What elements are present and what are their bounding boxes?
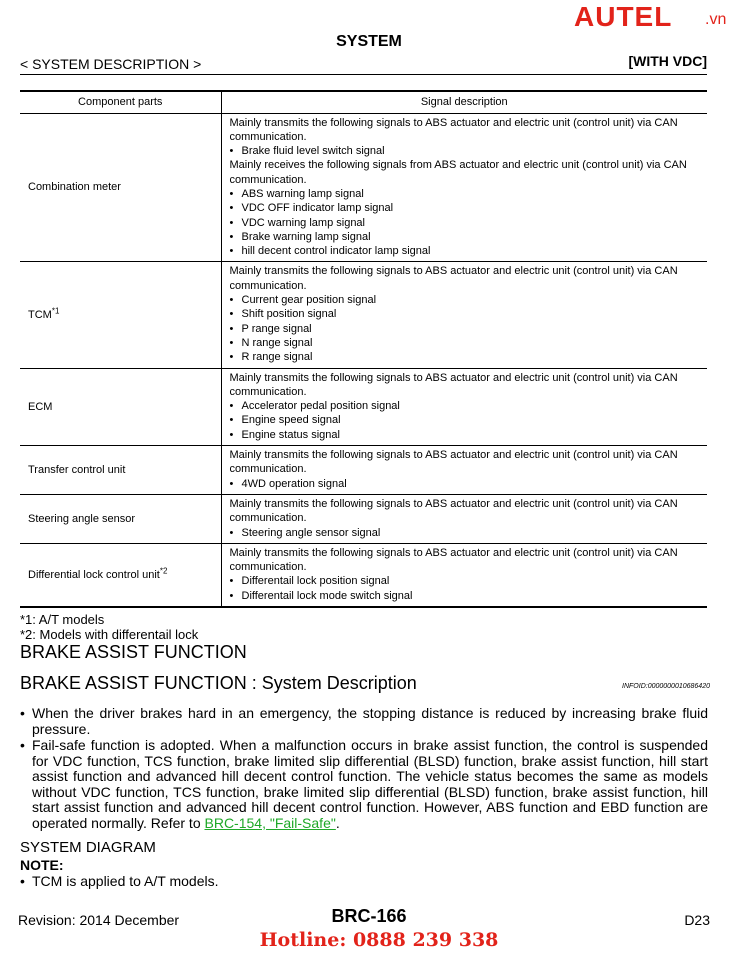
- signal-item: • Current gear position signal: [230, 293, 704, 307]
- signal-item: • Engine speed signal: [230, 413, 704, 427]
- note-item: • TCM is applied to A/T models.: [20, 873, 218, 889]
- table-row: [20, 262, 707, 368]
- component-name: TCM: [28, 308, 52, 321]
- signal-item: • Engine status signal: [230, 428, 704, 442]
- signal-description-cell: [221, 543, 707, 607]
- footnote-1: *1: A/T models: [20, 612, 105, 627]
- table-row: [20, 543, 707, 607]
- subsection-heading: BRAKE ASSIST FUNCTION : System Description: [20, 673, 417, 693]
- footnote-2: *2: Models with differentail lock: [20, 627, 199, 642]
- signal-item: • Brake fluid level switch signal: [230, 144, 704, 158]
- paragraph-fail-safe: [20, 738, 708, 832]
- component-cell: [20, 543, 221, 607]
- fail-safe-text: Fail-safe function is adopted. When a malfunction occurs in brake assist function, the control is suspended for VDC function, TCS function, brake limited slip differential (BLSD) function, brake assist function, hill start assist function and advanced hill decent control function. The vehicle status becomes the same as models without VDC function, TCS function, brake limited slip differential (BLSD) function, brake assist function, hill start assist function and advanced hill decent control function. However, ABS function and EBD function are operated normally. Refer to: [32, 737, 708, 831]
- signal-item: • 4WD operation signal: [230, 477, 704, 491]
- column-header-component: Component parts: [20, 91, 221, 113]
- signal-description-text: Mainly transmits the following signals to ABS actuator and electric unit (control unit) via CAN: [229, 449, 678, 462]
- signal-description-text: communication.: [229, 463, 307, 476]
- section-label: < SYSTEM DESCRIPTION >: [20, 56, 202, 72]
- column-header-signal: Signal description: [221, 91, 707, 113]
- signal-item: • VDC warning lamp signal: [230, 216, 704, 230]
- bullet-fail-safe: [20, 738, 708, 832]
- table-row: [20, 368, 707, 445]
- signal-description-text: Mainly transmits the following signals to ABS actuator and electric unit (control unit) via CAN: [229, 265, 678, 278]
- model-code: D23: [684, 912, 710, 928]
- logo-wordmark: AUTEL: [574, 1, 673, 32]
- signal-table: [20, 90, 707, 608]
- table-body: [20, 113, 707, 607]
- info-id: INFOID:0000000010686420: [622, 683, 710, 690]
- page-number: BRC-166: [331, 906, 407, 926]
- logo-domain-suffix: .vn: [705, 11, 727, 28]
- signal-description-cell: [221, 262, 707, 368]
- signal-description-text: communication.: [229, 561, 307, 574]
- component-name: Combination meter: [28, 181, 121, 194]
- paragraph-emergency-braking: [20, 706, 708, 737]
- signal-item: • hill decent control indicator lamp signal: [230, 244, 704, 258]
- signal-description-text: Mainly receives the following signals from ABS actuator and electric unit (control unit) via CAN: [229, 159, 687, 172]
- component-name: ECM: [28, 400, 53, 413]
- signal-item: • R range signal: [230, 350, 704, 364]
- component-cell: [20, 494, 221, 543]
- fail-safe-reference-link[interactable]: BRC-154, "Fail-Safe": [204, 814, 336, 831]
- revision-date: Revision: 2014 December: [18, 912, 180, 928]
- signal-description-text: Mainly transmits the following signals to ABS actuator and electric unit (control unit) via CAN: [229, 371, 678, 384]
- signal-description-text: communication.: [229, 385, 307, 398]
- signal-description-cell: [221, 368, 707, 445]
- signal-item: • VDC OFF indicator lamp signal: [230, 201, 704, 215]
- bullet-emergency-braking: • When the driver brakes hard in an emergency, the stopping distance is reduced by increasing brake fluid pressure.: [20, 706, 708, 737]
- component-cell: [20, 446, 221, 495]
- signal-item: • Differentail lock mode switch signal: [230, 589, 704, 603]
- system-diagram-heading: SYSTEM DIAGRAM: [20, 839, 156, 856]
- signal-description-text: communication.: [229, 512, 307, 525]
- variant-label: [WITH VDC]: [628, 53, 707, 69]
- footnote-marker: *1: [51, 306, 60, 316]
- signal-item: • Steering angle sensor signal: [230, 526, 704, 540]
- table-row: [20, 446, 707, 495]
- component-cell: [20, 113, 221, 262]
- component-name: Differential lock control unit: [28, 568, 160, 581]
- note-label: NOTE:: [20, 857, 64, 873]
- signal-item: • Differentail lock position signal: [230, 574, 704, 588]
- signal-item: • N range signal: [230, 336, 704, 350]
- component-name: Transfer control unit: [28, 463, 126, 476]
- table-row: [20, 113, 707, 262]
- signal-description-text: Mainly transmits the following signals to ABS actuator and electric unit (control unit) via CAN: [229, 497, 678, 510]
- component-cell: [20, 368, 221, 445]
- signal-item: • ABS warning lamp signal: [230, 187, 704, 201]
- header-divider: [20, 74, 707, 75]
- table-header-row: [20, 91, 707, 113]
- autel-logo: [574, 2, 736, 34]
- signal-item: • Brake warning lamp signal: [230, 230, 704, 244]
- signal-description-cell: [221, 446, 707, 495]
- page-title: SYSTEM: [336, 33, 402, 50]
- component-name: Steering angle sensor: [28, 512, 136, 525]
- component-cell: [20, 262, 221, 368]
- fail-safe-text-end: .: [335, 814, 340, 831]
- hotline-banner: Hotline: 0888 239 338: [259, 929, 499, 951]
- signal-item: • Shift position signal: [230, 307, 704, 321]
- signal-item: • P range signal: [230, 322, 704, 336]
- section-heading: BRAKE ASSIST FUNCTION: [20, 642, 247, 662]
- signal-description-text: communication.: [229, 173, 307, 186]
- signal-description-text: Mainly transmits the following signals to ABS actuator and electric unit (control unit) via CAN: [229, 116, 678, 129]
- footnote-marker: *2: [159, 566, 168, 576]
- signal-table-container: [20, 90, 707, 608]
- table-row: [20, 494, 707, 543]
- signal-description-text: Mainly transmits the following signals to ABS actuator and electric unit (control unit) via CAN: [229, 546, 678, 559]
- signal-item: • Accelerator pedal position signal: [230, 399, 704, 413]
- signal-description-cell: [221, 113, 707, 262]
- signal-description-cell: [221, 494, 707, 543]
- signal-description-text: communication.: [229, 130, 307, 143]
- signal-description-text: communication.: [229, 279, 307, 292]
